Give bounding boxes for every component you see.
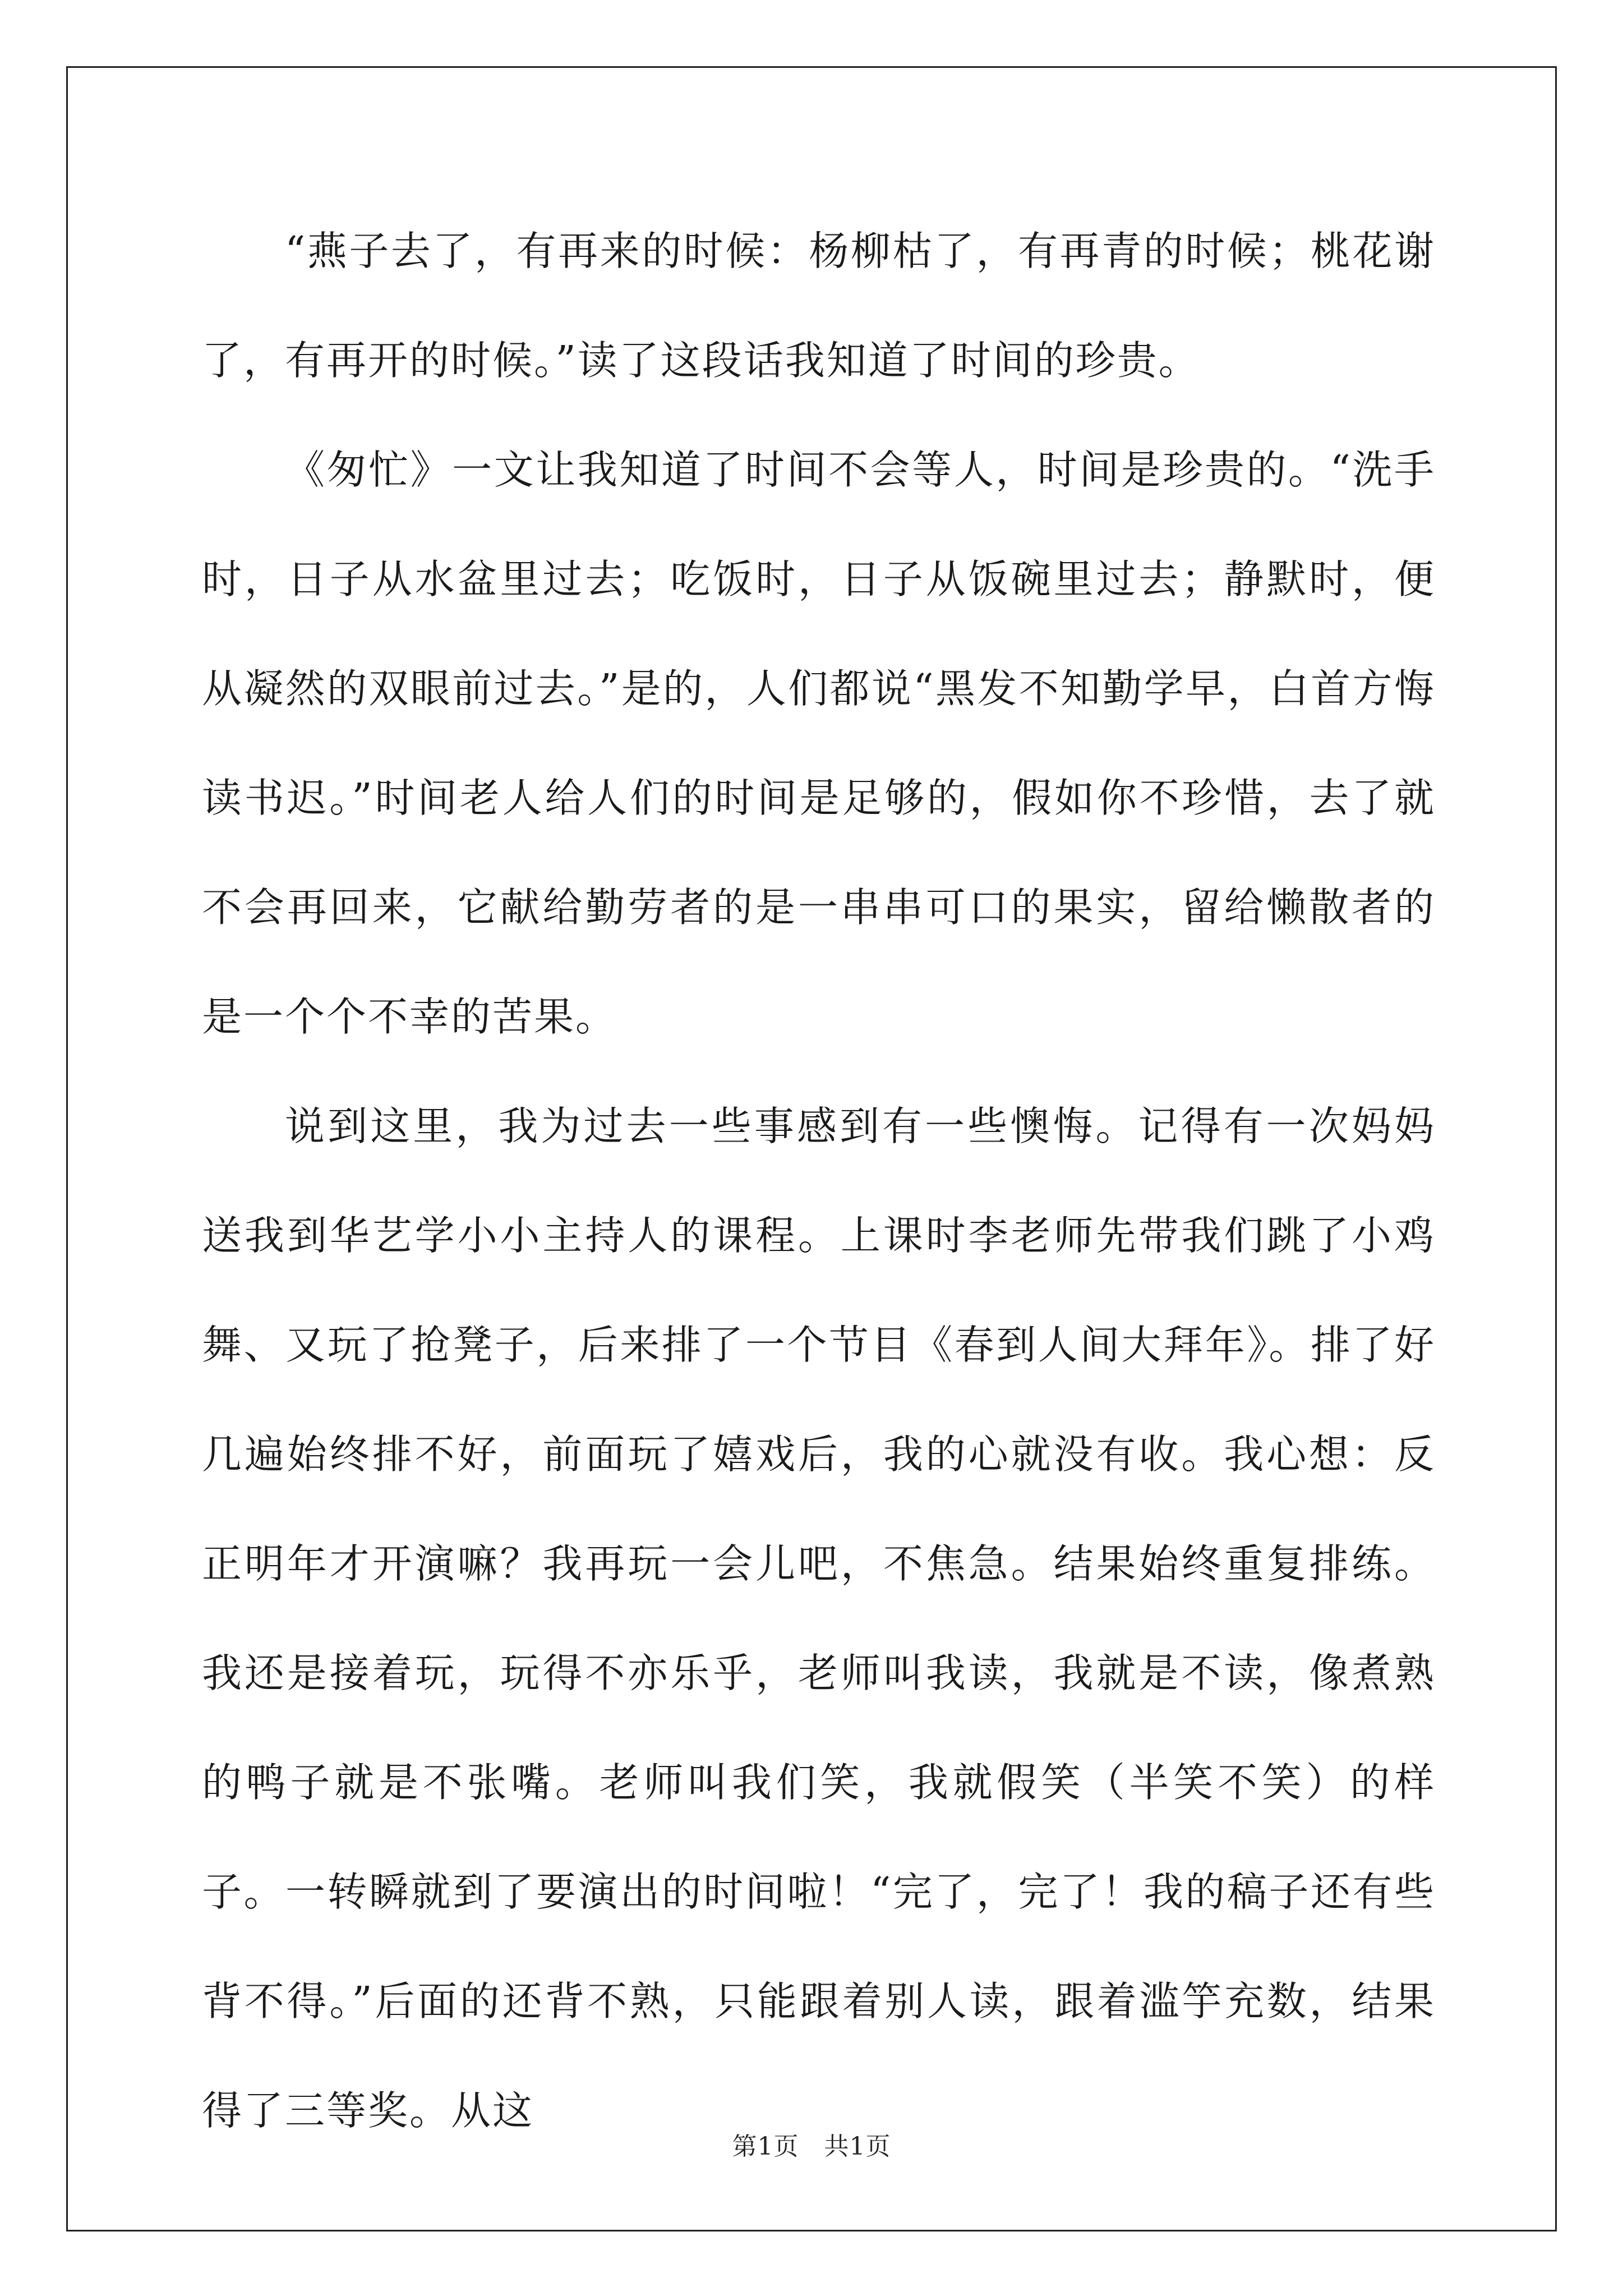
paragraph: 说到这里，我为过去一些事感到有一些懊悔。记得有一次妈妈送我到华艺学小小主持人的课程。上课时李老师先带我们跳了小鸡舞、又玩了抢凳子，后来排了一个节目《春到人间大拜年》。排了好几遍始终排不好，前面玩了嬉戏后，我的心就没有收。我心想：反正明年才开演嘛？我再玩一会儿吧，不焦急。结果始终重复排练。我还是接着玩，玩得不亦乐乎，老师叫我读，我就是不读，像煮熟的鸭子就是不张嘴。老师叫我们笑，我就假笑（半笑不笑）的样子。一转瞬就到了要演出的时间啦！“完了，完了！我的稿子还有些背不得。”后面的还背不熟，只能跟着别人读，跟着滥竽充数，结果得了三等奖。从这: [202, 1103, 1436, 2134]
paragraph: 《匆忙》一文让我知道了时间不会等人，时间是珍贵的。“洗手时，日子从水盆里过去；吃饭时，日子从饭碗里过去；静默时，便从凝然的双眼前过去。”是的，人们都说“黑发不知勤学早，白首方悔读书迟。”时间老人给人们的时间是足够的，假如你不珍惜，去了就不会再回来，它献给勤劳者的是一串串可口的果实，留给懒散者的是一个个不幸的苦果。: [202, 447, 1436, 1040]
paragraph: “燕子去了，有再来的时候：杨柳枯了，有再青的时候；桃花谢了，有再开的时候。”读了这段话我知道了时间的珍贵。: [202, 228, 1436, 384]
page-footer: 第1页 共1页: [732, 2132, 891, 2161]
document-body: [202, 196, 1436, 2165]
